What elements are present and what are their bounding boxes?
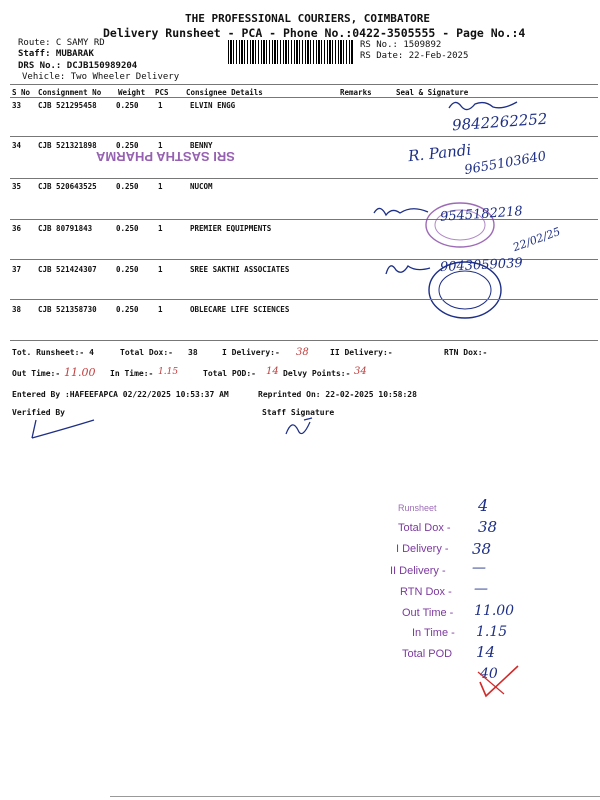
summary-ii-delivery-label: II Delivery -: [390, 565, 446, 577]
table-row-consignment: CJB 80791843: [38, 224, 93, 233]
table-row-consignee: ELVIN ENGG: [190, 101, 236, 110]
summary-sign-value: 40: [480, 666, 498, 682]
summary-ii-delivery-value: —: [472, 560, 486, 576]
table-bottom-rule: [10, 340, 598, 341]
summary-i-delivery-value: 38: [472, 540, 492, 558]
table-row-consignee: PREMIER EQUIPMENTS: [190, 224, 272, 233]
total-pod-label: Total POD:-: [203, 369, 256, 378]
total-dox-value: 38: [188, 348, 198, 357]
rs-number: RS No.: 1509892: [360, 40, 442, 50]
table-row-sno: 37: [12, 265, 22, 274]
col-consignee: Consignee Details: [186, 88, 263, 97]
table-row-sno: 38: [12, 305, 22, 314]
row-divider: [10, 178, 598, 179]
row-divider: [10, 136, 598, 137]
table-row-consignee: OBLECARE LIFE SCIENCES: [190, 305, 290, 314]
summary-rtn-dox-value: —: [474, 581, 488, 597]
table-top-rule: [10, 84, 598, 85]
col-remarks: Remarks: [340, 88, 372, 97]
vehicle: Vehicle: Two Wheeler Delivery: [22, 72, 180, 82]
signature-scribble: [384, 260, 434, 278]
table-row-consignee: BENNY: [190, 141, 213, 150]
table-row-weight: 0.250: [116, 224, 139, 233]
table-row-consignment: CJB 521321898: [38, 141, 97, 150]
table-row-pcs: 1: [158, 101, 163, 110]
table-row-weight: 0.250: [116, 305, 139, 314]
verifier-signature: [28, 416, 98, 446]
table-row-consignment: CJB 521358730: [38, 305, 97, 314]
drs-number: [18, 61, 137, 71]
signature-phone: 9043059039: [439, 255, 524, 276]
table-row-pcs: 1: [158, 265, 163, 274]
col-seal-signature: Seal & Signature: [396, 88, 469, 97]
table-row-weight: 0.250: [116, 265, 139, 274]
rs-date: RS Date: 22-Feb-2025: [360, 51, 469, 61]
table-row-consignment: CJB 520643525: [38, 182, 97, 191]
total-runsheet: Tot. Runsheet:- 4: [12, 348, 94, 357]
summary-runsheet-value: 4: [478, 496, 489, 515]
table-row-consignment: CJB 521424307: [38, 265, 97, 274]
rtn-dox-label: RTN Dox:-: [444, 348, 488, 357]
verified-by-label: Verified By: [12, 408, 65, 417]
signature-phone: 9655103640: [463, 148, 548, 179]
delvy-points-hand: 34: [354, 366, 367, 377]
delvy-points-label: Delvy Points:-: [283, 369, 351, 378]
table-row-sno: 36: [12, 224, 22, 233]
table-row-pcs: 1: [158, 305, 163, 314]
runsheet-title: Delivery Runsheet - PCA - Phone No.:0422-3505555 - Page No.:4: [103, 26, 526, 40]
table-row-consignment: CJB 521295458: [38, 101, 97, 110]
table-row-consignee: SREE SAKTHI ASSOCIATES: [190, 265, 290, 274]
col-consignment: Consignment No: [38, 88, 102, 97]
signature-phone: 9842262252: [451, 109, 548, 135]
i-delivery-label: I Delivery:-: [222, 348, 280, 357]
staff: Staff: MUBARAK: [18, 49, 94, 59]
signature-date: 22/02/25: [511, 224, 563, 255]
company-name: THE PROFESSIONAL COURIERS, COIMBATORE: [185, 12, 431, 25]
pharma-stamp: SRI SASTHA PHARMA: [96, 149, 235, 164]
col-sno: S No: [12, 88, 31, 97]
table-row-weight: 0.250: [116, 101, 139, 110]
staff-signature-scribble: [282, 414, 322, 444]
route: Route: C SAMY RD: [18, 38, 105, 48]
col-weight: Weight: [118, 88, 146, 97]
signature-scribble: [372, 203, 432, 221]
i-delivery-hand: 38: [296, 347, 309, 358]
staff-signature-label: Staff Signature: [262, 408, 335, 417]
entered-by: Entered By :HAFEEFAPCA 02/22/2025 10:53:37 AM: [12, 390, 229, 399]
table-row-pcs: 1: [158, 224, 163, 233]
red-tick-mark: [474, 664, 524, 704]
summary-i-delivery-label: I Delivery -: [396, 543, 449, 555]
table-row-pcs: 1: [158, 182, 163, 191]
ii-delivery-label: II Delivery:-: [330, 348, 393, 357]
summary-out-time-value: 11.00: [474, 603, 515, 619]
page-edge: [110, 796, 600, 797]
table-row-weight: 0.250: [116, 141, 139, 150]
out-time-label: Out Time:-: [12, 369, 61, 378]
table-row-weight: 0.250: [116, 182, 139, 191]
summary-total-pod-label: Total POD: [402, 648, 453, 660]
summary-in-time-value: 1.15: [476, 624, 508, 640]
barcode: [228, 40, 353, 64]
summary-total-dox-value: 38: [478, 518, 498, 536]
table-row-pcs: 1: [158, 141, 163, 150]
total-pod-hand: 14: [266, 366, 279, 377]
out-time-hand: 11.00: [64, 366, 96, 379]
table-row-consignee: NUCOM: [190, 182, 213, 191]
signature-phone: 9545182218: [439, 204, 524, 225]
signature-name: R. Pandi: [407, 140, 473, 166]
col-pcs: PCS: [155, 88, 169, 97]
drs-label: DRS No.:: [18, 61, 62, 71]
summary-runsheet-label: Runsheet: [398, 503, 437, 513]
in-time-label: In Time:-: [110, 369, 154, 378]
table-row-sno: 33: [12, 101, 22, 110]
row-divider: [10, 299, 598, 300]
drs-value: DCJB150989204: [66, 61, 138, 71]
total-dox-label: Total Dox:-: [120, 348, 173, 357]
summary-total-pod-value: 14: [476, 643, 496, 661]
summary-rtn-dox-label: RTN Dox -: [400, 586, 452, 598]
table-row-sno: 34: [12, 141, 22, 150]
in-time-hand: 1.15: [158, 367, 179, 377]
table-row-sno: 35: [12, 182, 22, 191]
summary-out-time-label: Out Time -: [402, 607, 454, 619]
reprinted-on: Reprinted On: 22-02-2025 10:58:28: [258, 390, 417, 399]
summary-total-dox-label: Total Dox -: [398, 522, 451, 534]
summary-in-time-label: In Time -: [412, 627, 455, 639]
